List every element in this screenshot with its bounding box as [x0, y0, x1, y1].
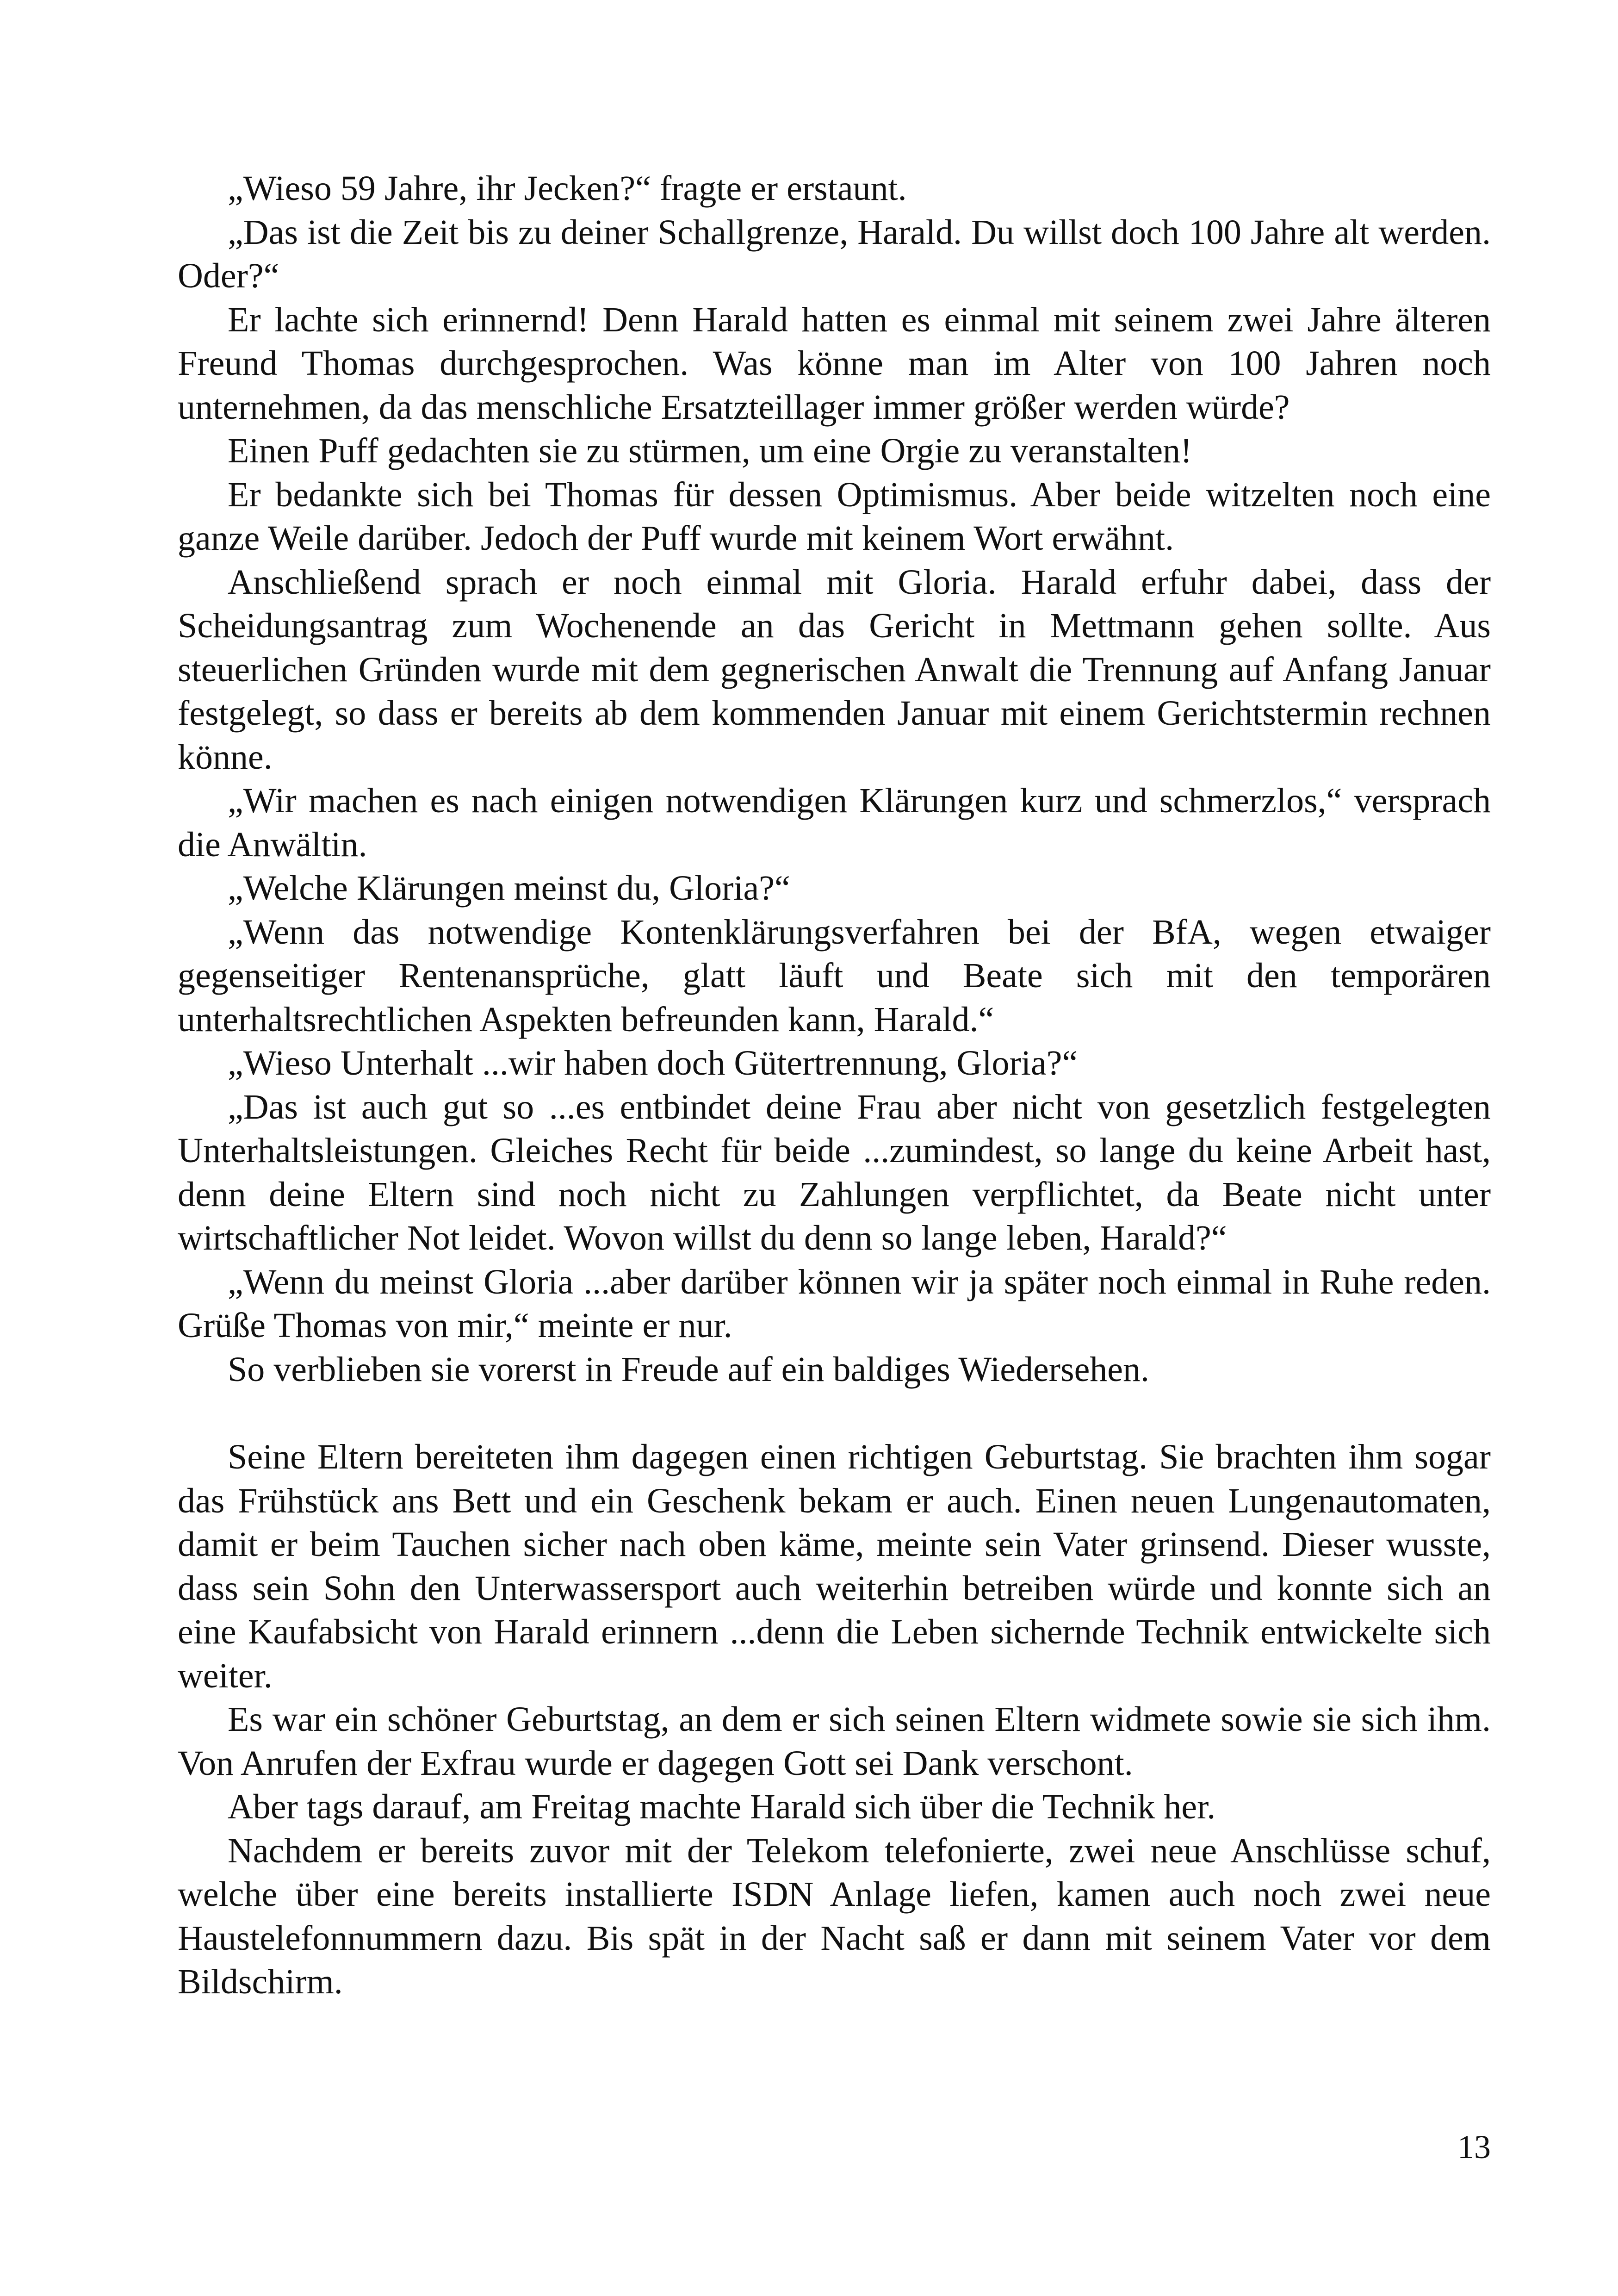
paragraph: Nachdem er bereits zuvor mit der Telekom telefonierte, zwei neue Anschlüsse schuf, welche über eine bereits installierte ISDN Anlage liefen, kamen auch noch zwei neue Haustelefonnummern dazu. Bis spät in der Nacht saß er dann mit seinem Vater vor dem Bildschirm.: [178, 1831, 1491, 2001]
paragraph: „Wieso Unterhalt ...wir haben doch Gütertrennung, Gloria?“: [228, 1044, 1078, 1083]
paragraph: „Wieso 59 Jahre, ihr Jecken?“ fragte er erstaunt.: [228, 169, 907, 208]
paragraph: „Wenn das notwendige Kontenklärungsverfahren bei der BfA, wegen etwaiger gegenseitiger Rentenansprüche, glatt läuft und Beate sich mit den temporären unterhaltsrechtlichen Aspekten befreunden kann, Harald.“: [178, 912, 1491, 1039]
paragraph: Es war ein schöner Geburtstag, an dem er sich seinen Eltern widmete sowie sie sich ihm. Von Anrufen der Exfrau wurde er dagegen Gott sei Dank verschont.: [178, 1700, 1491, 1783]
paragraph: „Das ist die Zeit bis zu deiner Schallgrenze, Harald. Du willst doch 100 Jahre alt werden. Oder?“: [178, 212, 1491, 295]
paragraph: So verblieben sie vorerst in Freude auf ein baldiges Wiedersehen.: [228, 1350, 1150, 1389]
paragraph: „Wir machen es nach einigen notwendigen Klärungen kurz und schmerzlos,“ versprach die Anwältin.: [178, 781, 1491, 864]
paragraph: „Das ist auch gut so ...es entbindet deine Frau aber nicht von gesetzlich festgelegten Unterhaltsleistungen. Gleiches Recht für beide ...zumindest, so lange du keine Arbeit hast, denn deine Eltern sind noch nicht zu Zahlungen verpflichtet, da Beate nicht unter wirtschaftlicher Not leidet. Wovon willst du denn so lange leben, Harald?“: [178, 1087, 1491, 1257]
paragraph: Anschließend sprach er noch einmal mit Gloria. Harald erfuhr dabei, dass der Scheidungsantrag zum Wochenende an das Gericht in Mettmann gehen sollte. Aus steuerlichen Gründen wurde mit dem gegnerischen Anwalt die Trennung auf Anfang Januar festgelegt, so dass er bereits ab dem kommenden Januar mit einem Gerichtstermin rechnen könne.: [178, 562, 1491, 777]
paragraph: „Welche Klärungen meinst du, Gloria?“: [228, 869, 790, 908]
paragraph: Er bedankte sich bei Thomas für dessen Optimismus. Aber beide witzelten noch eine ganze Weile darüber. Jedoch der Puff wurde mit keinem Wort erwähnt.: [178, 475, 1491, 558]
paragraph: „Wenn du meinst Gloria ...aber darüber können wir ja später noch einmal in Ruhe reden. Grüße Thomas von mir,“ meinte er nur.: [178, 1262, 1491, 1345]
paragraph: Er lachte sich erinnernd! Denn Harald hatten es einmal mit seinem zwei Jahre älteren Freund Thomas durchgesprochen. Was könne man im Alter von 100 Jahren noch unternehmen, da das menschliche Ersatzteillager immer größer werden würde?: [178, 300, 1491, 427]
section-break: [178, 1391, 1491, 1435]
paragraph: Seine Eltern bereiteten ihm dagegen einen richtigen Geburtstag. Sie brachten ihm sogar das Frühstück ans Bett und ein Geschenk bekam er auch. Einen neuen Lungenautomaten, damit er beim Tauchen sicher nach oben käme, meinte sein Vater grinsend. Dieser wusste, dass sein Sohn den Unterwassersport auch weiterhin betreiben würde und konnte sich an eine Kaufabsicht von Harald erinnern ...denn die Leben sichernde Technik entwickelte sich weiter.: [178, 1437, 1491, 1695]
paragraph: Aber tags darauf, am Freitag machte Harald sich über die Technik her.: [228, 1787, 1216, 1826]
page-number: 13: [1457, 2128, 1491, 2165]
paragraph: Einen Puff gedachten sie zu stürmen, um eine Orgie zu veranstalten!: [228, 431, 1192, 470]
body-text: [178, 167, 1491, 2004]
